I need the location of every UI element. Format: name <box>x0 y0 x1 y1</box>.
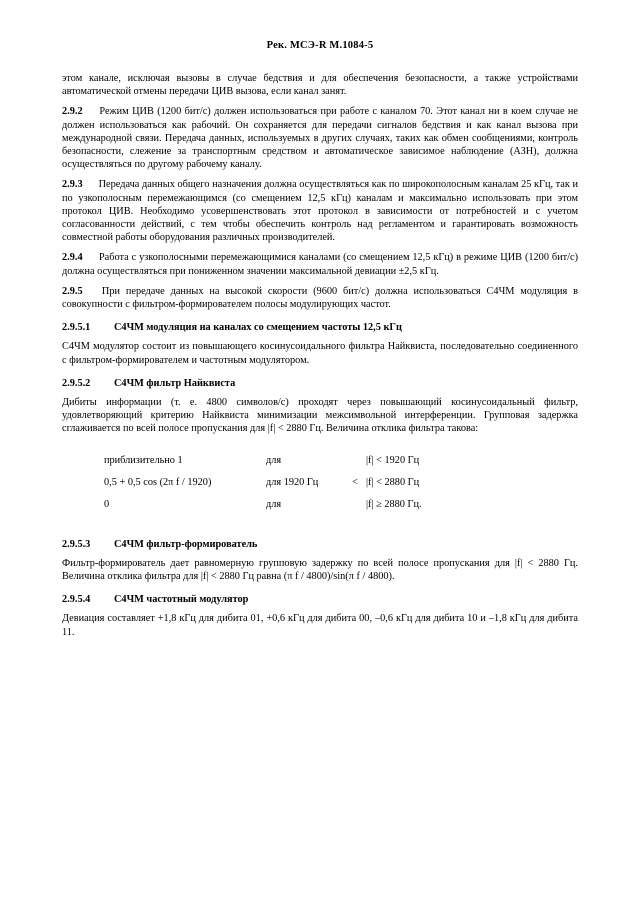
filter-row <box>104 472 578 494</box>
section-text: При передаче данных на высокой скорости (9600 бит/с) должна использоваться С4ЧМ модуляция в совокупности с фильтром-формирователем полосы модулирующих частот. <box>62 285 579 311</box>
section-2-9-5 <box>62 285 578 311</box>
heading-number: 2.9.5.1 <box>62 322 91 334</box>
document-body <box>62 72 578 646</box>
response-value: 0,5 + 0,5 cos (2π f / 1920) <box>104 477 212 489</box>
condition-label: для <box>266 499 282 511</box>
section-text: Режим ЦИВ (1200 бит/с) должен использоваться при работе с каналом 70. Этот канал ни в коем случае не должен использоваться как рабочий. Он сохраняется для передачи сигналов бедствия и как канал вызова при международной связи. Передача данных, используемых в других случаях, таких как обмен сообщениями, контроль безопасности, слежение за транспортным средством и автоматическое зависимое наблюдение (АЗН), должна осуществляться по другому рабочему каналу. <box>62 106 578 171</box>
section-2-9-5-1-text: С4ЧМ модулятор состоит из повышающего косинусоидального фильтра Найквиста, последовательно соединенного с фильтром-формирователем и частотным модулятором. <box>62 341 578 366</box>
heading-2-9-5-4 <box>62 593 578 606</box>
heading-2-9-5-3 <box>62 538 578 551</box>
filter-response-table <box>104 450 578 516</box>
frequency-range: |f| ≥ 2880 Гц. <box>366 499 422 511</box>
section-text: Передача данных общего назначения должна осуществляться как по широкополосным каналам 25 кГц, так и по узкополосным перемежающимся (со смещением 12,5 кГц) каналам и максимально использовать при этом протокол ЦИВ. Необходимо усовершенствовать этот протокол в зависимости от потребностей и с учетом согласованности действий, с тем чтобы обеспечить контроль над регламентом и гарантировать возможность совместной работы оборудования различных производителей. <box>62 179 578 244</box>
response-value: 0 <box>104 499 110 511</box>
section-2-9-2 <box>62 105 578 171</box>
section-text: Работа с узкополосными перемежающимися каналами (со смещением 12,5 кГц) в режиме ЦИВ (1200 бит/с) должна осуществляться при пониженном значении максимальной девиации ±2,5 кГц. <box>62 252 578 277</box>
condition-label: для 1920 Гц <box>266 477 319 489</box>
section-2-9-5-2-text: Дибиты информации (т. е. 4800 символов/с) проходят через повышающий косинусоидальный фильтр, удовлетворяющий критерию Найквиста минимизации межсимвольной интерференции. Групповая задержка сглаживается по всей полосе пропускания для |f| < 2880 Гц. Величина отклика фильтра такова: <box>62 397 578 435</box>
filter-row <box>104 450 578 472</box>
heading-2-9-5-1 <box>62 321 578 334</box>
response-value: приблизительно 1 <box>104 455 183 467</box>
frequency-range: < |f| < 2880 Гц <box>352 477 420 489</box>
section-number: 2.9.4 <box>62 252 83 264</box>
filter-row <box>104 494 578 516</box>
condition-label: для <box>266 455 282 467</box>
section-number: 2.9.3 <box>62 179 83 191</box>
heading-title: С4ЧМ частотный модулятор <box>114 594 249 606</box>
heading-title: С4ЧМ фильтр Найквиста <box>114 377 236 389</box>
heading-title: С4ЧМ модуляция на каналах со смещением частоты 12,5 кГц <box>114 322 402 334</box>
section-2-9-5-3-text: Фильтр-формирователь дает равномерную групповую задержку по всей полосе пропускания для |f| < 2880 Гц. Величина отклика фильтра для |f| < 2880 Гц равна (π f / 4800)/sin(π f / 4800). <box>62 557 578 583</box>
heading-2-9-5-2 <box>62 377 578 390</box>
heading-number: 2.9.5.2 <box>62 377 91 389</box>
page-header: Рек. МСЭ-R M.1084-5 <box>266 40 374 51</box>
heading-title: С4ЧМ фильтр-формирователь <box>114 538 258 550</box>
intro-paragraph: этом канале, исключая вызовы в случае бедствия и для обеспечения безопасности, а также устройствами автоматической отмены передачи ЦИВ вызова, если канал занят. <box>62 73 578 98</box>
heading-number: 2.9.5.4 <box>62 594 91 606</box>
section-2-9-4 <box>62 251 578 277</box>
heading-number: 2.9.5.3 <box>62 538 91 550</box>
frequency-range: |f| < 1920 Гц <box>366 455 420 467</box>
section-2-9-3 <box>62 178 578 244</box>
section-number: 2.9.5 <box>62 285 83 297</box>
section-2-9-5-4-text: Девиация составляет +1,8 кГц для дибита 01, +0,6 кГц для дибита 00, –0,6 кГц для дибита 10 и –1,8 кГц для дибита 11. <box>62 613 578 638</box>
section-number: 2.9.2 <box>62 106 83 118</box>
